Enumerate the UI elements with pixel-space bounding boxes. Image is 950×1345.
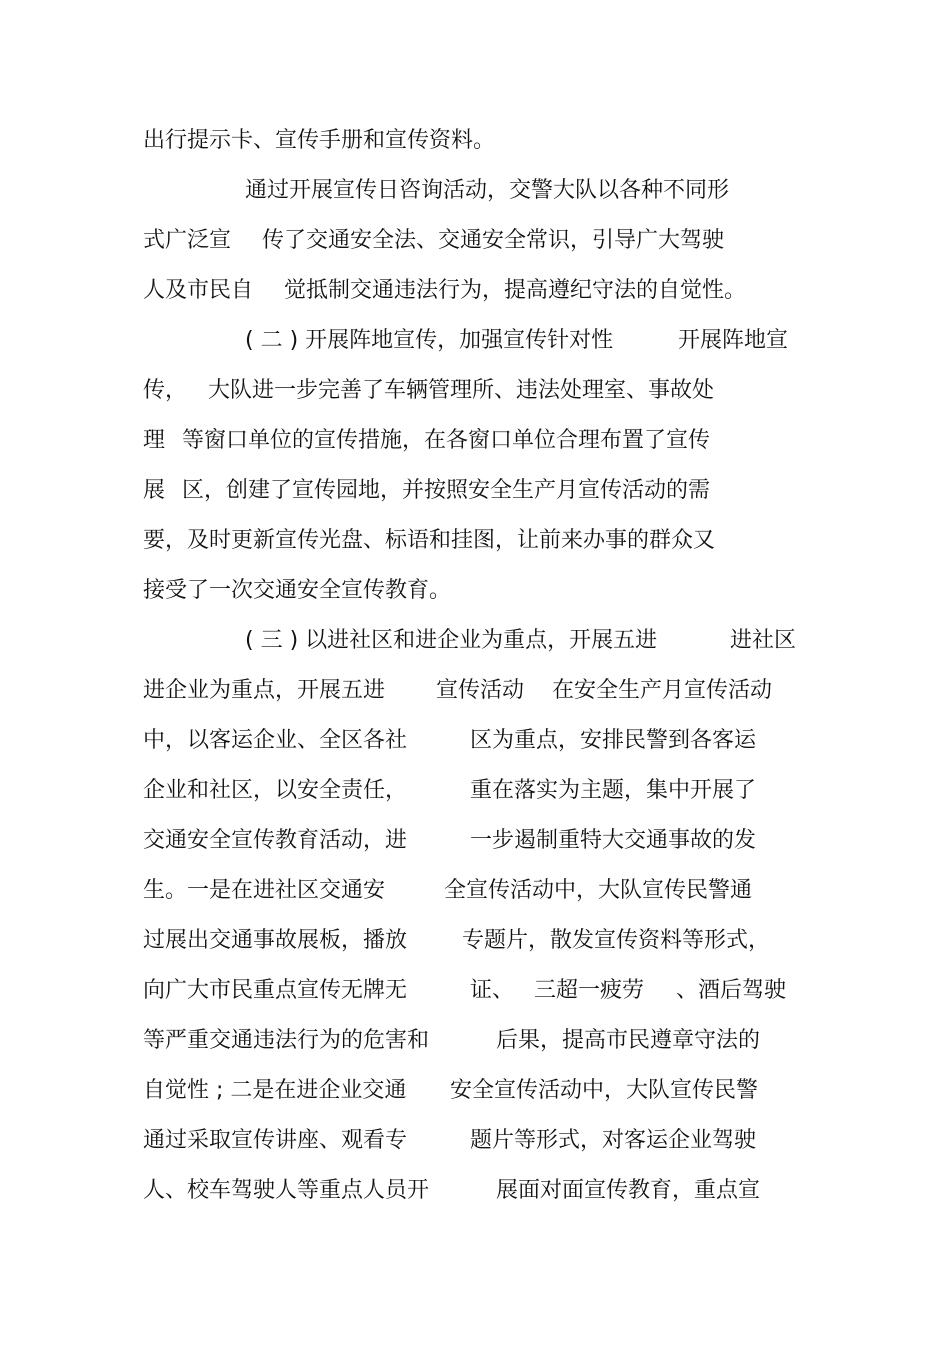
- text-segment: 通过开展宣传日咨询活动，交警大队以各种不同形: [245, 178, 730, 203]
- text-line: [0, 221, 950, 261]
- text-segment: 企业和社区，以安全责任，: [143, 778, 408, 803]
- text-segment: 向广大市民重点宣传无牌无: [143, 978, 408, 1003]
- text-line: [0, 771, 950, 811]
- text-line: [0, 821, 950, 861]
- text-segment: 证、: [470, 978, 515, 1003]
- text-segment: 理: [143, 428, 166, 453]
- text-segment: 安全宣传活动中，大队宣传民警: [450, 1078, 759, 1103]
- text-line: [0, 1071, 950, 1111]
- text-segment: ( 三 ) 以进社区和进企业为重点，开展五进: [245, 628, 658, 653]
- text-segment: 自觉性 ; 二是在进企业交通: [143, 1078, 407, 1103]
- text-segment: 展面对面宣传教育，重点宣: [496, 1178, 761, 1203]
- text-line: [0, 321, 950, 361]
- text-segment: 区为重点，安排民警到各客运: [470, 728, 757, 753]
- text-line: [0, 471, 950, 511]
- text-segment: 要，及时更新宣传光盘、标语和挂图，让前来办事的群众又: [143, 528, 716, 553]
- text-segment: 开展阵地宣: [678, 328, 789, 353]
- text-segment: 传了交通安全法、交通安全常识，引导广大驾驶: [262, 228, 725, 253]
- text-line: [0, 621, 950, 661]
- text-segment: 人及市民自: [143, 278, 254, 303]
- text-line: [0, 521, 950, 561]
- text-segment: 在安全生产月宣传活动: [552, 678, 773, 703]
- text-segment: 传，: [143, 378, 188, 403]
- text-segment: 进企业为重点，开展五进: [143, 678, 386, 703]
- text-line: [0, 721, 950, 761]
- text-line: [0, 171, 950, 211]
- text-segment: 进社区: [730, 628, 797, 653]
- text-segment: 重在落实为主题，集中开展了: [470, 778, 757, 803]
- text-line: [0, 871, 950, 911]
- text-segment: 后果，提高市民遵章守法的: [496, 1028, 761, 1053]
- text-segment: 人、校车驾驶人等重点人员开: [143, 1178, 430, 1203]
- text-line: [0, 1121, 950, 1161]
- text-segment: 等窗口单位的宣传措施，在各窗口单位合理布置了宣传: [182, 428, 711, 453]
- text-line: [0, 671, 950, 711]
- text-segment: 等严重交通违法行为的危害和: [143, 1028, 430, 1053]
- text-segment: 过展出交通事故展板，播放: [143, 928, 408, 953]
- text-segment: 宣传活动: [436, 678, 525, 703]
- text-segment: 题片等形式，对客运企业驾驶: [470, 1128, 757, 1153]
- text-line: [0, 121, 950, 161]
- text-segment: ( 二 ) 开展阵地宣传，加强宣传针对性: [245, 328, 614, 353]
- text-segment: 专题片，散发宣传资料等形式，: [462, 928, 771, 953]
- text-segment: 中，以客运企业、全区各社: [143, 728, 408, 753]
- text-segment: 三超一疲劳: [534, 978, 645, 1003]
- text-line: [0, 971, 950, 1011]
- text-segment: 觉抵制交通违法行为，提高遵纪守法的自觉性。: [284, 278, 747, 303]
- text-segment: 交通安全宣传教育活动，进: [143, 828, 408, 853]
- text-line: [0, 271, 950, 311]
- text-segment: 大队进一步完善了车辆管理所、违法处理室、事故处: [208, 378, 715, 403]
- text-line: [0, 1021, 950, 1061]
- text-line: [0, 421, 950, 461]
- text-line: [0, 921, 950, 961]
- text-line: [0, 1171, 950, 1211]
- text-segment: 接受了一次交通安全宣传教育。: [143, 578, 452, 603]
- text-segment: 区，创建了宣传园地，并按照安全生产月宣传活动的需: [182, 478, 711, 503]
- text-line: [0, 571, 950, 611]
- text-segment: 、酒后驾驶: [676, 978, 787, 1003]
- text-segment: 展: [143, 478, 166, 503]
- text-segment: 生。一是在进社区交通安: [143, 878, 386, 903]
- text-segment: 式广泛宣: [143, 228, 232, 253]
- text-segment: 全宣传活动中，大队宣传民警通: [444, 878, 753, 903]
- text-segment: 出行提示卡、宣传手册和宣传资料。: [143, 128, 496, 153]
- text-segment: 一步遏制重特大交通事故的发: [470, 828, 757, 853]
- text-segment: 通过采取宣传讲座、观看专: [143, 1128, 408, 1153]
- text-line: [0, 371, 950, 411]
